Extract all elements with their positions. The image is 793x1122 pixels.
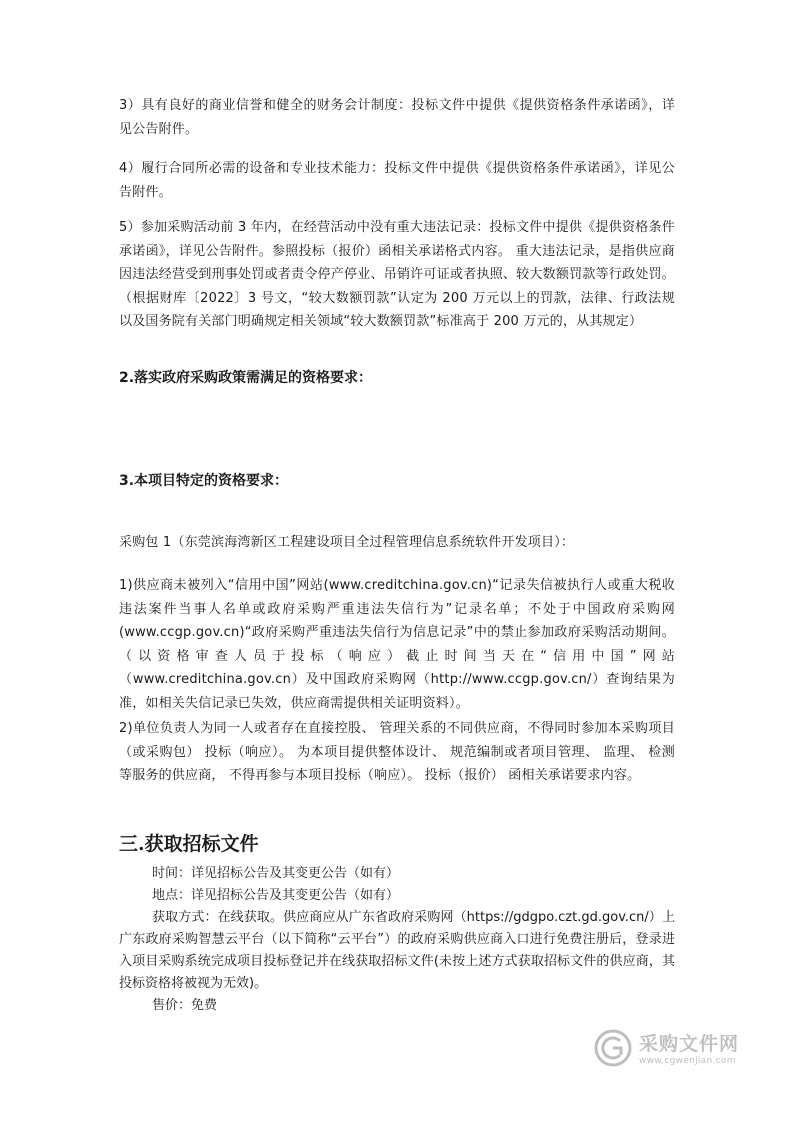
acquisition-place: 地点：详见招标公告及其变更公告（如有） <box>152 888 400 903</box>
heading-specific-requirements: 3.本项目特定的资格要求： <box>119 473 289 489</box>
acquisition-method: 获取方式：在线获取。供应商应从广东省政府采购网（https://gdgpo.czt.gd.gov.cn/）上广东政府采购智慧云平台（以下简称“云平台”）的政府采购供应商入口进行免费注册后，登录进入项目采购系统完成项目投标登记并在线获取招标文件(未按上述方式获取招标文件的供应商，其投标资格将被视为无效)。 <box>119 910 675 991</box>
specific-item-1: 1)供应商未被列入“信用中国”网站(www.creditchina.gov.cn)“记录失信被执行人或重大税收违法案件当事人名单或政府采购严重违法失信行为”记录名单；不处于中国政府采购网(www.ccgp.gov.cn)“政府采购严重违法失信行为信息记录”中的禁止参加政府采购活动期间。（以资格审查人员于投标（响应）截止时间当天在“信用中国”网站（www.creditchina.gov.cn）及中国政府采购网（http://www.ccgp.gov.cn/）查询结果为准，如相关失信记录已失效，供应商需提供相关证明资料）。 <box>119 578 675 711</box>
requirement-item-5: 5）参加采购活动前 3 年内，在经营活动中没有重大违法记录：投标文件中提供《提供资格条件承诺函》，详见公告附件。参照投标（报价）函相关承诺格式内容。 重大违法记录，是指供应商因违法经营受到刑事处罚或者责令停产停业、吊销许可证或者执照、较大数额罚款等行政处罚。（根据财库〔2022〕3 号文，“较大数额罚款”认定为 200 万元以上的罚款，法律、行政法规以及国务院有关部门明确规定相关领域“较大数额罚款”标准高于 200 万元的，从其规定） <box>119 220 675 329</box>
watermark-name: 采购文件网 <box>639 1033 740 1055</box>
cg-logo-icon <box>593 1028 633 1072</box>
specific-item-2: 2)单位负责人为同一人或者存在直接控股、 管理关系的不同供应商，不得同时参加本采购项目（或采购包） 投标（响应）。 为本项目提供整体设计、 规范编制或者项目管理、 监理、 检测等服务的供应商， 不得再参与本项目投标（响应）。 投标（报价） 函相关承诺要求内容。 <box>119 721 675 783</box>
acquisition-time: 时间：详见招标公告及其变更公告（如有） <box>152 866 400 881</box>
heading-policy-requirements: 2.落实政府采购政策需满足的资格要求： <box>119 370 373 386</box>
watermark-url: www.cgwenjian.com <box>639 1056 736 1066</box>
acquisition-price: 售价：免费 <box>152 998 218 1013</box>
requirement-item-4: 4）履行合同所必需的设备和专业技术能力：投标文件中提供《提供资格条件承诺函》，详见公告附件。 <box>119 161 675 200</box>
watermark <box>593 1028 753 1072</box>
requirement-item-3: 3）具有良好的商业信誉和健全的财务会计制度：投标文件中提供《提供资格条件承诺函》，详见公告附件。 <box>119 98 675 137</box>
section-title-obtain-documents: 三.获取招标文件 <box>119 833 259 855</box>
package-line: 采购包 1（东莞滨海湾新区工程建设项目全过程管理信息系统软件开发项目）： <box>119 535 575 550</box>
